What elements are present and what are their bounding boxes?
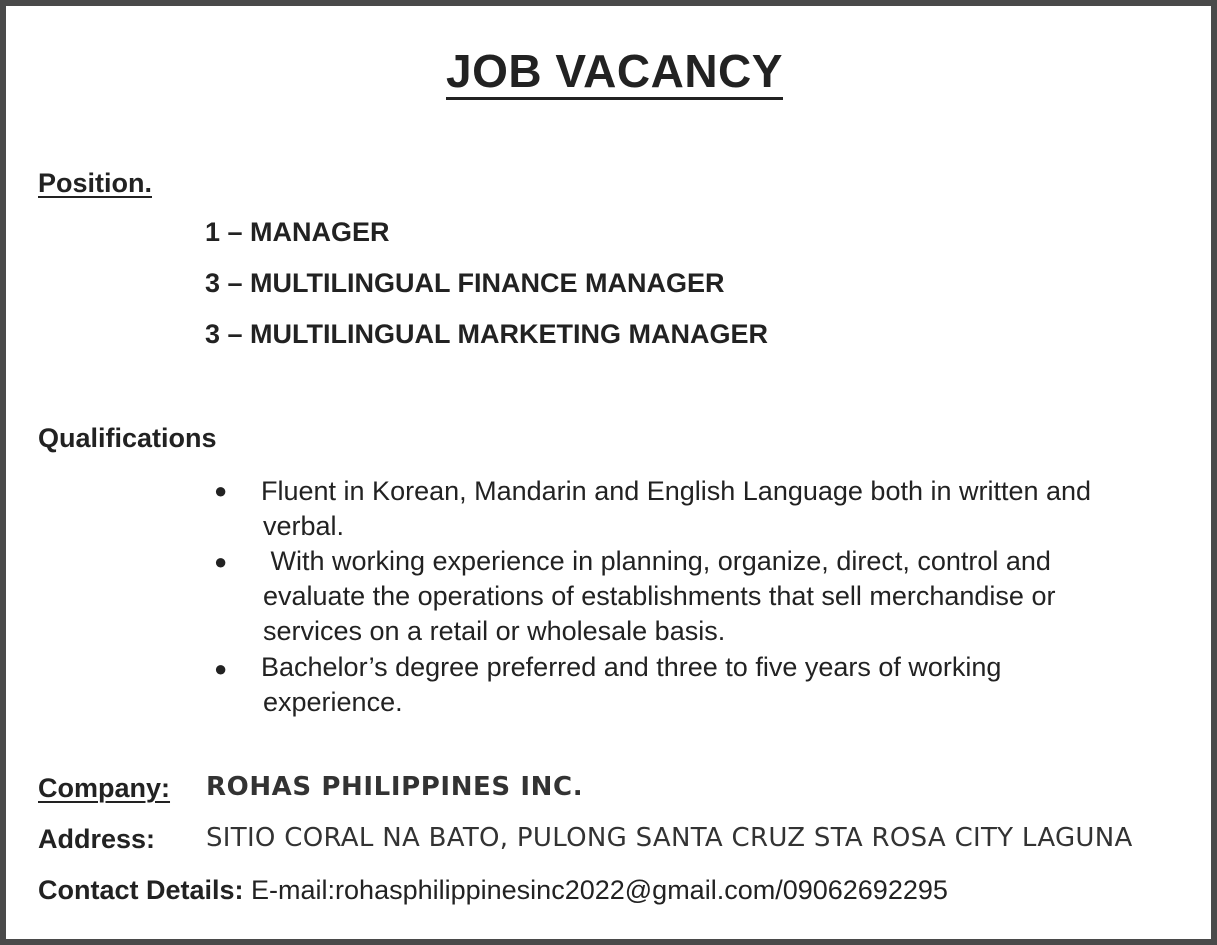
position-heading: Position. xyxy=(38,168,152,198)
bullet-icon: ● xyxy=(214,656,228,681)
qualification-line: evaluate the operations of establishments that sell merchandise or xyxy=(263,581,1056,611)
address-value: SITIO CORAL NA BATO, PULONG SANTA CRUZ STA ROSA CITY LAGUNA xyxy=(206,823,1133,853)
bullet-icon: ● xyxy=(214,478,228,503)
qualification-line: Fluent in Korean, Mandarin and English Language both in written and xyxy=(261,476,1092,506)
position-item: 3 – MULTILINGUAL MARKETING MANAGER xyxy=(205,319,768,349)
page-title: JOB VACANCY xyxy=(6,44,1217,98)
qualifications-heading: Qualifications xyxy=(38,423,217,453)
position-item: 3 – MULTILINGUAL FINANCE MANAGER xyxy=(205,268,725,298)
contact-details xyxy=(38,875,948,906)
position-item: 1 – MANAGER xyxy=(205,217,390,247)
bullet-icon: ● xyxy=(214,549,228,574)
qualification-line: experience. xyxy=(263,687,403,717)
qualification-line: verbal. xyxy=(263,511,345,541)
company-name: ROHAS PHILIPPINES INC. xyxy=(206,772,584,802)
qualification-line: services on a retail or wholesale basis. xyxy=(263,616,726,646)
qualification-line: With working experience in planning, organize, direct, control and xyxy=(263,546,1051,576)
contact-value: E-mail:rohasphilippinesinc2022@gmail.com/09062692295 xyxy=(243,875,948,905)
qualification-line: Bachelor’s degree preferred and three to five years of working xyxy=(261,652,1002,682)
address-label: Address: xyxy=(38,824,156,854)
contact-label: Contact Details: xyxy=(38,875,244,905)
company-label: Company: xyxy=(38,773,171,803)
